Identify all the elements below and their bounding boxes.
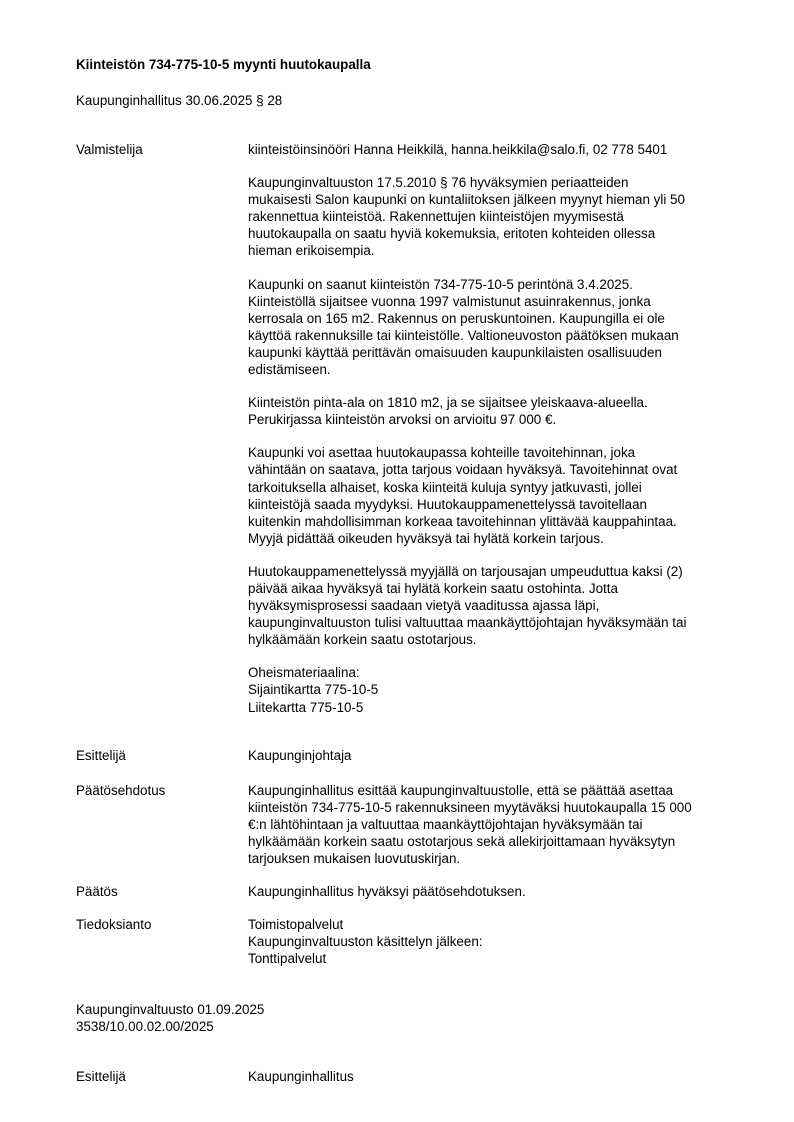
text-line: päivää aikaa hyväksyä tai hylätä korkein saatu ostohinta. Jotta: [248, 580, 618, 596]
text-line: Kiinteistöllä sijaitsee vuonna 1997 valmistunut asuinrakennus, jonka: [248, 293, 651, 309]
text-line: Huutokauppamenettelyssä myyjällä on tarjousajan umpeuduttua kaksi (2): [248, 563, 683, 579]
notification-content: [248, 916, 732, 967]
paragraph-5: [248, 563, 732, 648]
text-line: kiinteistöinsinööri Hanna Heikkilä, hanna.heikkila@salo.fi, 02 778 5401: [248, 142, 668, 157]
text-line: Kaupunginvaltuuston 17.5.2010 § 76 hyväksymien periaatteiden: [248, 175, 629, 191]
text-line: Kaupunki on saanut kiinteistön 734-775-10-5 perintönä 3.4.2025.: [248, 276, 633, 292]
text-line: edistämiseen.: [248, 362, 331, 378]
preparer-label: Valmistelija: [76, 142, 143, 157]
council-presenter-value: [248, 1068, 732, 1085]
preparer-contact: [248, 141, 732, 158]
text-line: Myyjä pidättää oikeuden hyväksyä tai hylätä korkein tarjous.: [248, 530, 604, 546]
text-line: mukaisesti Salon kaupunki on kuntaliitoksen jälkeen myynyt hieman yli 50: [248, 192, 685, 208]
proposal-label: Päätösehdotus: [76, 783, 166, 798]
attachment-item: Liitekartta 775-10-5: [248, 699, 364, 715]
presenter-label: Esittelijä: [76, 748, 126, 763]
text-line: kiinteistön 734-775-10-5 rakennuksineen myytäväksi huutokaupalla 15 000: [248, 800, 692, 816]
decision-label: Päätös: [76, 884, 118, 899]
text-line: Kaupunginhallitus esittää kaupunginvaltuustolle, että se päättää asettaa: [248, 783, 674, 798]
text-line: hieman erikoisempia.: [248, 243, 375, 259]
council-meeting: Kaupunginvaltuusto 01.09.2025: [76, 1002, 265, 1017]
text-line: tarkoituksella alhaiset, koska kiinteitä kuluja syntyy jatkuvasti, jollei: [248, 479, 642, 495]
text-line: kaupunki käyttää perittävän omaisuuden kaupunkilaisten osallisuuden: [248, 344, 662, 360]
text-line: hylkäämään korkein saatu ostotarjous.: [248, 632, 477, 648]
decision-value: [248, 883, 732, 900]
text-line: Kaupunginvaltuuston käsittelyn jälkeen:: [248, 934, 483, 950]
text-line: Tonttipalvelut: [248, 951, 327, 967]
council-reference: 3538/10.00.02.00/2025: [76, 1019, 214, 1034]
attachment-item: Sijaintikartta 775-10-5: [248, 682, 379, 698]
text-line: Kaupunginhallitus hyväksyi päätösehdotuksen.: [248, 884, 526, 899]
attachments-heading: Oheismateriaalina:: [248, 665, 360, 681]
text-line: hyväksymisprosessi saadaan vietyä vaaditussa ajassa läpi,: [248, 598, 600, 614]
proposal-content: [248, 782, 732, 867]
preparer-content: [248, 141, 732, 716]
text-line: Toimistopalvelut: [248, 917, 344, 932]
paragraph-3: [248, 394, 732, 428]
text-line: Kiinteistön pinta-ala on 1810 m2, ja se sijaitsee yleiskaava-alueella.: [248, 395, 648, 411]
text-line: €:n lähtöhintaan ja valtuuttaa maankäyttöjohtajan hyväksymään tai: [248, 817, 643, 833]
text-line: kuitenkin mahdollisimman korkeaa tavoitehinnan ylittävää kauppahintaa.: [248, 513, 677, 529]
meeting-reference: Kaupunginhallitus 30.06.2025 § 28: [76, 93, 283, 108]
text-line: Kaupunginhallitus: [248, 1069, 354, 1084]
paragraph-2: [248, 276, 732, 379]
attachments: [248, 664, 732, 715]
council-presenter-label: Esittelijä: [76, 1069, 126, 1084]
text-line: Kaupunginjohtaja: [248, 748, 352, 763]
presenter-value: [248, 747, 732, 764]
document-title: Kiinteistön 734-775-10-5 myynti huutokaupalla: [76, 57, 371, 72]
paragraph-4: [248, 444, 732, 547]
text-line: Kaupunki voi asettaa huutokaupassa kohteille tavoitehinnan, joka: [248, 445, 636, 461]
text-line: rakennettua kiinteistöä. Rakennettujen kiinteistöjen myymisestä: [248, 209, 624, 225]
text-line: kaupunginvaltuuston tulisi valtuuttaa maankäyttöjohtajan hyväksymään tai: [248, 615, 687, 631]
text-line: vähintään on saatava, jotta tarjous voidaan hyväksyä. Tavoitehinnat ovat: [248, 462, 678, 478]
text-line: huutokaupalla on saatu hyviä kokemuksia, eritoten kohteiden ollessa: [248, 226, 656, 242]
text-line: kerrosala on 165 m2. Rakennus on peruskuntoinen. Kaupungilla ei ole: [248, 310, 665, 326]
notification-label: Tiedoksianto: [76, 917, 152, 932]
text-line: tarjouksen mukaisen luovutuskirjan.: [248, 851, 461, 867]
text-line: hylkäämään korkein saatu ostotarjous sekä allekirjoittamaan hyväksytyn: [248, 834, 676, 850]
text-line: kiinteistöjä saada myydyksi. Huutokauppamenettelyssä tavoitellaan: [248, 496, 647, 512]
text-line: käyttöä rakennuksille tai kiinteistölle. Valtioneuvoston päätöksen mukaan: [248, 327, 679, 343]
text-line: Perukirjassa kiinteistön arvoksi on arvioitu 97 000 €.: [248, 412, 557, 428]
paragraph-1: [248, 174, 732, 259]
